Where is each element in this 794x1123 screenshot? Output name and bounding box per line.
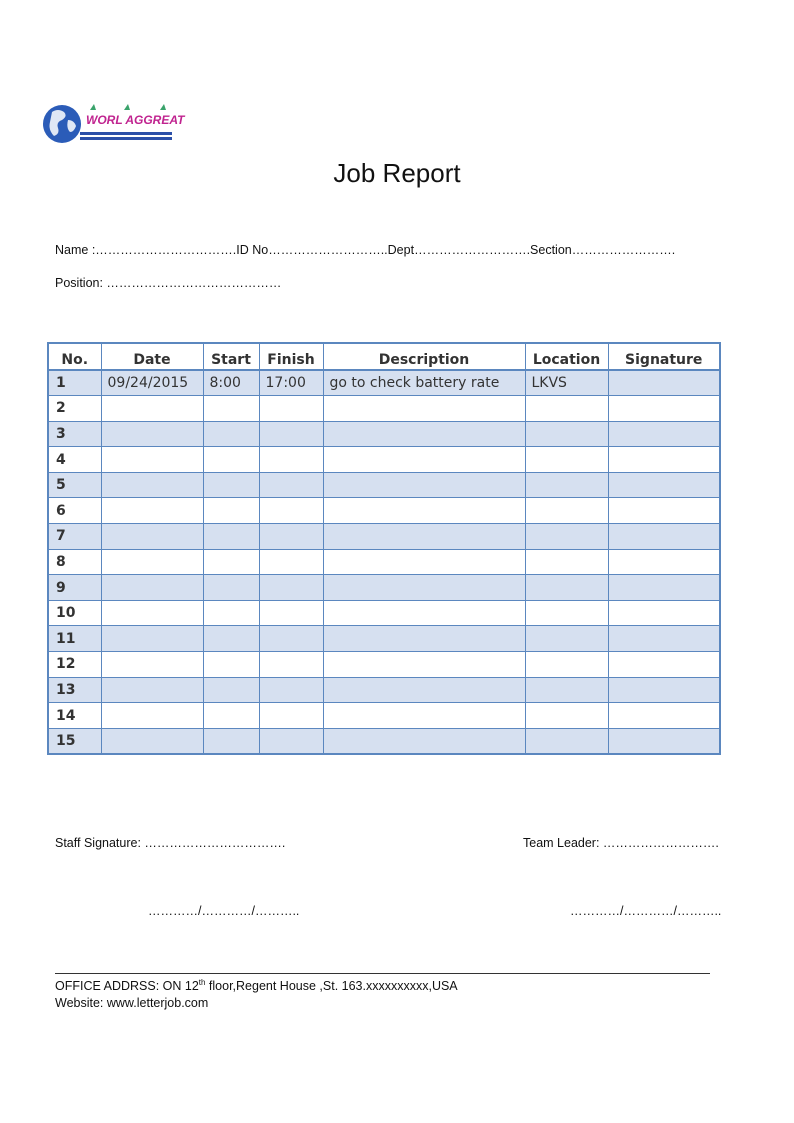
cell-date[interactable] bbox=[101, 421, 203, 447]
cell-signature[interactable] bbox=[608, 575, 720, 601]
cell-date[interactable] bbox=[101, 575, 203, 601]
cell-no: 10 bbox=[48, 600, 101, 626]
cell-no: 4 bbox=[48, 447, 101, 473]
cell-start[interactable] bbox=[203, 728, 259, 754]
cell-start[interactable] bbox=[203, 626, 259, 652]
cell-signature[interactable] bbox=[608, 703, 720, 729]
cell-location[interactable] bbox=[525, 447, 608, 473]
page-title: Job Report bbox=[333, 158, 461, 188]
cell-start[interactable] bbox=[203, 421, 259, 447]
cell-start[interactable] bbox=[203, 524, 259, 550]
cell-signature[interactable] bbox=[608, 498, 720, 524]
table-row bbox=[48, 421, 720, 447]
cell-finish[interactable] bbox=[259, 472, 323, 498]
team-leader-date-field[interactable]: …………/…………/……….. bbox=[570, 904, 722, 918]
cell-date[interactable] bbox=[101, 600, 203, 626]
column-header: Start bbox=[203, 343, 259, 370]
column-header: No. bbox=[48, 343, 101, 370]
cell-signature[interactable] bbox=[608, 447, 720, 473]
cell-description[interactable] bbox=[323, 703, 525, 729]
table-row bbox=[48, 600, 720, 626]
cell-description[interactable] bbox=[323, 447, 525, 473]
cell-signature[interactable] bbox=[608, 421, 720, 447]
column-header: Location bbox=[525, 343, 608, 370]
table-header-row bbox=[48, 343, 720, 370]
table-row bbox=[48, 549, 720, 575]
cell-no: 11 bbox=[48, 626, 101, 652]
cell-signature[interactable] bbox=[608, 652, 720, 678]
cell-location[interactable] bbox=[525, 677, 608, 703]
footer-divider bbox=[55, 973, 710, 974]
table-row bbox=[48, 575, 720, 601]
cell-start[interactable] bbox=[203, 396, 259, 422]
cell-date[interactable] bbox=[101, 396, 203, 422]
cell-date[interactable] bbox=[101, 498, 203, 524]
table-row bbox=[48, 447, 720, 473]
cell-location[interactable] bbox=[525, 728, 608, 754]
cell-location[interactable] bbox=[525, 652, 608, 678]
cell-no: 5 bbox=[48, 472, 101, 498]
cell-start[interactable] bbox=[203, 575, 259, 601]
column-header: Finish bbox=[259, 343, 323, 370]
cell-location[interactable] bbox=[525, 396, 608, 422]
cell-no: 14 bbox=[48, 703, 101, 729]
cell-date[interactable] bbox=[101, 728, 203, 754]
cell-start[interactable]: 8:00 bbox=[203, 370, 259, 396]
cell-description[interactable] bbox=[323, 421, 525, 447]
cell-no: 7 bbox=[48, 524, 101, 550]
cell-description[interactable] bbox=[323, 498, 525, 524]
cell-signature[interactable] bbox=[608, 472, 720, 498]
cell-location[interactable] bbox=[525, 626, 608, 652]
cell-description[interactable] bbox=[323, 575, 525, 601]
table-row bbox=[48, 396, 720, 422]
table-row bbox=[48, 524, 720, 550]
cell-location[interactable] bbox=[525, 575, 608, 601]
table-row bbox=[48, 703, 720, 729]
cell-location[interactable] bbox=[525, 549, 608, 575]
cell-no: 1 bbox=[48, 370, 101, 396]
cell-finish[interactable] bbox=[259, 626, 323, 652]
cell-description[interactable] bbox=[323, 728, 525, 754]
cell-description[interactable] bbox=[323, 677, 525, 703]
staff-signature-field[interactable]: Staff Signature: ……………………………. bbox=[55, 836, 286, 850]
cell-date[interactable] bbox=[101, 677, 203, 703]
cell-finish[interactable] bbox=[259, 421, 323, 447]
cell-signature[interactable] bbox=[608, 549, 720, 575]
name-id-dept-section-line[interactable]: Name :…………………………….ID No………………………..Dept……………………….Section……………………. bbox=[55, 243, 676, 257]
cell-description[interactable] bbox=[323, 600, 525, 626]
cell-start[interactable] bbox=[203, 600, 259, 626]
cell-finish[interactable] bbox=[259, 447, 323, 473]
cell-finish[interactable] bbox=[259, 549, 323, 575]
cell-description[interactable] bbox=[323, 472, 525, 498]
cell-date[interactable] bbox=[101, 549, 203, 575]
cell-location[interactable]: LKVS bbox=[525, 370, 608, 396]
table-row bbox=[48, 626, 720, 652]
cell-description[interactable] bbox=[323, 524, 525, 550]
cell-location[interactable] bbox=[525, 524, 608, 550]
table-row bbox=[48, 677, 720, 703]
cell-signature[interactable] bbox=[608, 626, 720, 652]
cell-signature[interactable] bbox=[608, 677, 720, 703]
job-table bbox=[47, 342, 719, 755]
cell-description[interactable]: go to check battery rate bbox=[323, 370, 525, 396]
cell-start[interactable] bbox=[203, 447, 259, 473]
office-address bbox=[55, 978, 458, 993]
cell-description[interactable] bbox=[323, 652, 525, 678]
address-suffix: floor,Regent House ,St. 163.xxxxxxxxxx,USA bbox=[205, 979, 458, 994]
cell-finish[interactable]: 17:00 bbox=[259, 370, 323, 396]
cell-start[interactable] bbox=[203, 498, 259, 524]
cell-start[interactable] bbox=[203, 652, 259, 678]
cell-description[interactable] bbox=[323, 396, 525, 422]
cell-no: 9 bbox=[48, 575, 101, 601]
cell-no: 12 bbox=[48, 652, 101, 678]
company-logo bbox=[42, 100, 185, 148]
cell-no: 6 bbox=[48, 498, 101, 524]
cell-date[interactable] bbox=[101, 524, 203, 550]
position-line[interactable]: Position: …………………………………… bbox=[55, 276, 282, 290]
cell-no: 8 bbox=[48, 549, 101, 575]
cell-finish[interactable] bbox=[259, 728, 323, 754]
cell-date[interactable] bbox=[101, 626, 203, 652]
cell-finish[interactable] bbox=[259, 600, 323, 626]
table-row bbox=[48, 498, 720, 524]
cell-location[interactable] bbox=[525, 498, 608, 524]
cell-finish[interactable] bbox=[259, 498, 323, 524]
column-header: Date bbox=[101, 343, 203, 370]
table-row bbox=[48, 652, 720, 678]
cell-date[interactable] bbox=[101, 472, 203, 498]
address-superscript: th bbox=[198, 978, 206, 987]
cell-date[interactable] bbox=[101, 447, 203, 473]
cell-signature[interactable] bbox=[608, 524, 720, 550]
cell-start[interactable] bbox=[203, 703, 259, 729]
cell-date[interactable]: 09/24/2015 bbox=[101, 370, 203, 396]
cell-no: 2 bbox=[48, 396, 101, 422]
cell-finish[interactable] bbox=[259, 575, 323, 601]
address-prefix: OFFICE ADDRSS: ON 12 bbox=[55, 979, 199, 994]
cell-location[interactable] bbox=[525, 600, 608, 626]
cell-no: 13 bbox=[48, 677, 101, 703]
cell-date[interactable] bbox=[101, 703, 203, 729]
table-row bbox=[48, 728, 720, 754]
table-row bbox=[48, 472, 720, 498]
cell-signature[interactable] bbox=[608, 600, 720, 626]
cell-finish[interactable] bbox=[259, 396, 323, 422]
cell-location[interactable] bbox=[525, 421, 608, 447]
cell-date[interactable] bbox=[101, 652, 203, 678]
cell-description[interactable] bbox=[323, 549, 525, 575]
cell-no: 3 bbox=[48, 421, 101, 447]
cell-finish[interactable] bbox=[259, 524, 323, 550]
cell-signature[interactable] bbox=[608, 728, 720, 754]
cell-finish[interactable] bbox=[259, 677, 323, 703]
team-leader-field[interactable]: Team Leader: ………………………. bbox=[523, 836, 719, 850]
cell-start[interactable] bbox=[203, 472, 259, 498]
table-row bbox=[48, 370, 720, 396]
cell-location[interactable] bbox=[525, 472, 608, 498]
cell-description[interactable] bbox=[323, 626, 525, 652]
logo-text: WORL AGGREAT bbox=[86, 113, 185, 127]
cell-location[interactable] bbox=[525, 703, 608, 729]
website-link[interactable]: Website: www.letterjob.com bbox=[55, 996, 209, 1010]
cell-signature[interactable] bbox=[608, 396, 720, 422]
cell-start[interactable] bbox=[203, 677, 259, 703]
cell-start[interactable] bbox=[203, 549, 259, 575]
cell-finish[interactable] bbox=[259, 703, 323, 729]
column-header: Description bbox=[323, 343, 525, 370]
cell-signature[interactable] bbox=[608, 370, 720, 396]
cell-finish[interactable] bbox=[259, 652, 323, 678]
column-header: Signature bbox=[608, 343, 720, 370]
cell-no: 15 bbox=[48, 728, 101, 754]
staff-date-field[interactable]: …………/…………/……….. bbox=[148, 904, 300, 918]
